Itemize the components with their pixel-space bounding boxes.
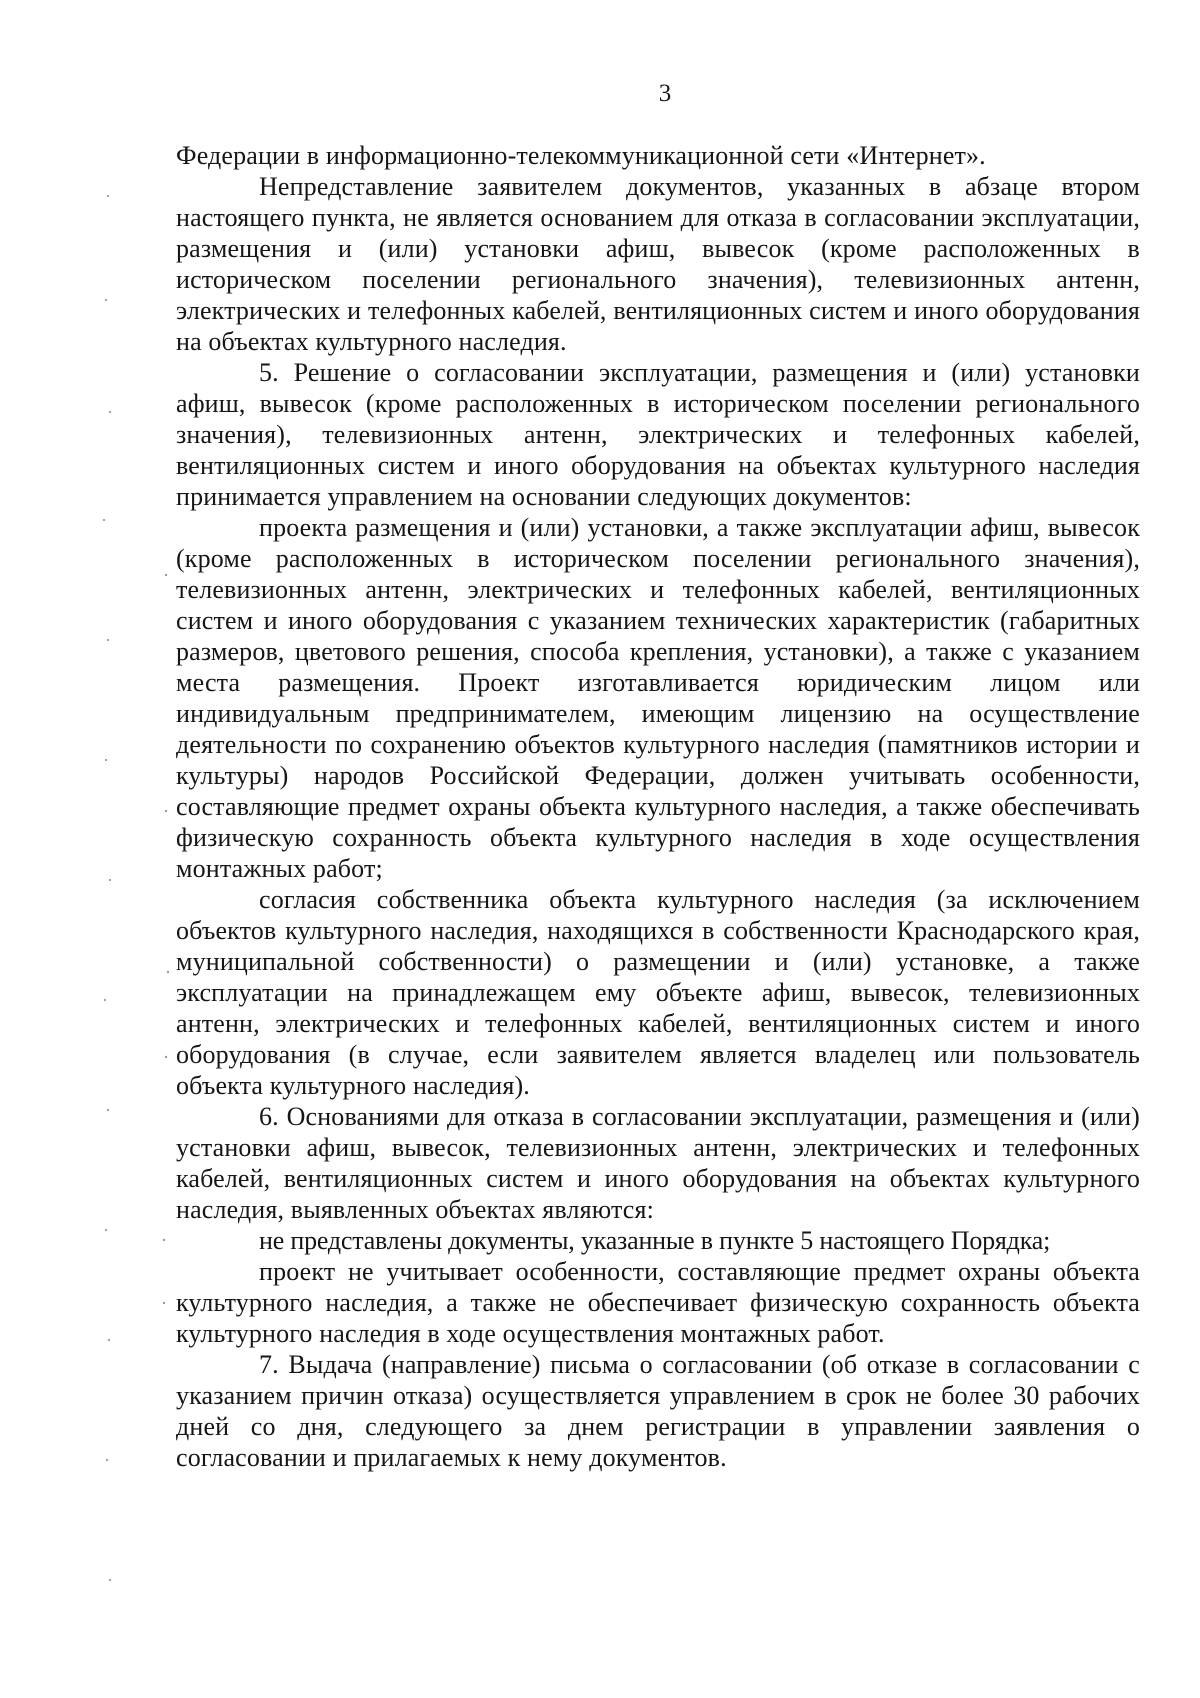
paragraph: 6. Основаниями для отказа в согласовании эксплуатации, размещения и (или) установки афиш, вывесок, телевизионных антенн, электрических и телефонных кабелей, вентиляционных систем и иного оборудования на объектах культурного наследия, выявленных объектах являются: (176, 1102, 1140, 1224)
paragraph: не представлены документы, указанные в пункте 5 настоящего Порядка; (259, 1226, 1051, 1255)
paragraph: проект не учитывает особенности, составляющие предмет охраны объекта культурного наследия, а также не обеспечивает физическую сохранность объекта культурного наследия в ходе осуществления монтажных работ. (176, 1257, 1140, 1348)
paragraph: согласия собственника объекта культурного наследия (за исключением объектов культурного наследия, находящихся в собственности Краснодарского края, муниципальной собственности) о размещении и (или) установке, а также эксплуатации на принадлежащем ему объекте афиш, вывесок, телевизионных антенн, электрических и телефонных кабелей, вентиляционных систем и иного оборудования (в случае, если заявителем является владелец или пользователь объекта культурного наследия). (176, 885, 1140, 1100)
scan-margin-dots (0, 0, 200, 1698)
paragraph: 5. Решение о согласовании эксплуатации, размещения и (или) установки афиш, вывесок (кроме расположенных в историческом поселении регионального значения), телевизионных антенн, электрических и телефонных кабелей, вентиляционных систем и иного оборудования на объектах культурного наследия принимается управлением на основании следующих документов: (176, 358, 1140, 511)
paragraph: проекта размещения и (или) установки, а также эксплуатации афиш, вывесок (кроме расположенных в историческом поселении регионального значения), телевизионных антенн, электрических и телефонных кабелей, вентиляционных систем и иного оборудования с указанием технических характеристик (габаритных размеров, цветового решения, способа крепления, установки), а также с указанием места размещения. Проект изготавливается юридическим лицом или индивидуальным предпринимателем, имеющим лицензию на осуществление деятельности по сохранению объектов культурного наследия (памятников истории и культуры) народов Российской Федерации, должен учитывать особенности, составляющие предмет охраны объекта культурного наследия, а также обеспечивать физическую сохранность объекта культурного наследия в ходе осуществления монтажных работ; (176, 513, 1140, 883)
document-body (176, 140, 1140, 1473)
paragraph: Непредставление заявителем документов, указанных в абзаце втором настоящего пункта, не является основанием для отказа в согласовании эксплуатации, размещения и (или) установки афиш, вывесок (кроме расположенных в историческом поселении регионального значения), телевизионных антенн, электрических и телефонных кабелей, вентиляционных систем и иного оборудования на объектах культурного наследия. (176, 172, 1140, 356)
paragraph: 7. Выдача (направление) письма о согласовании (об отказе в согласовании с указанием причин отказа) осуществляется управлением в срок не более 30 рабочих дней со дня, следующего за днем регистрации в управлении заявления о согласовании и прилагаемых к нему документов. (176, 1350, 1140, 1472)
paragraph: Федерации в информационно-телекоммуникационной сети «Интернет». (176, 141, 986, 170)
page-number: 3 (658, 80, 672, 107)
